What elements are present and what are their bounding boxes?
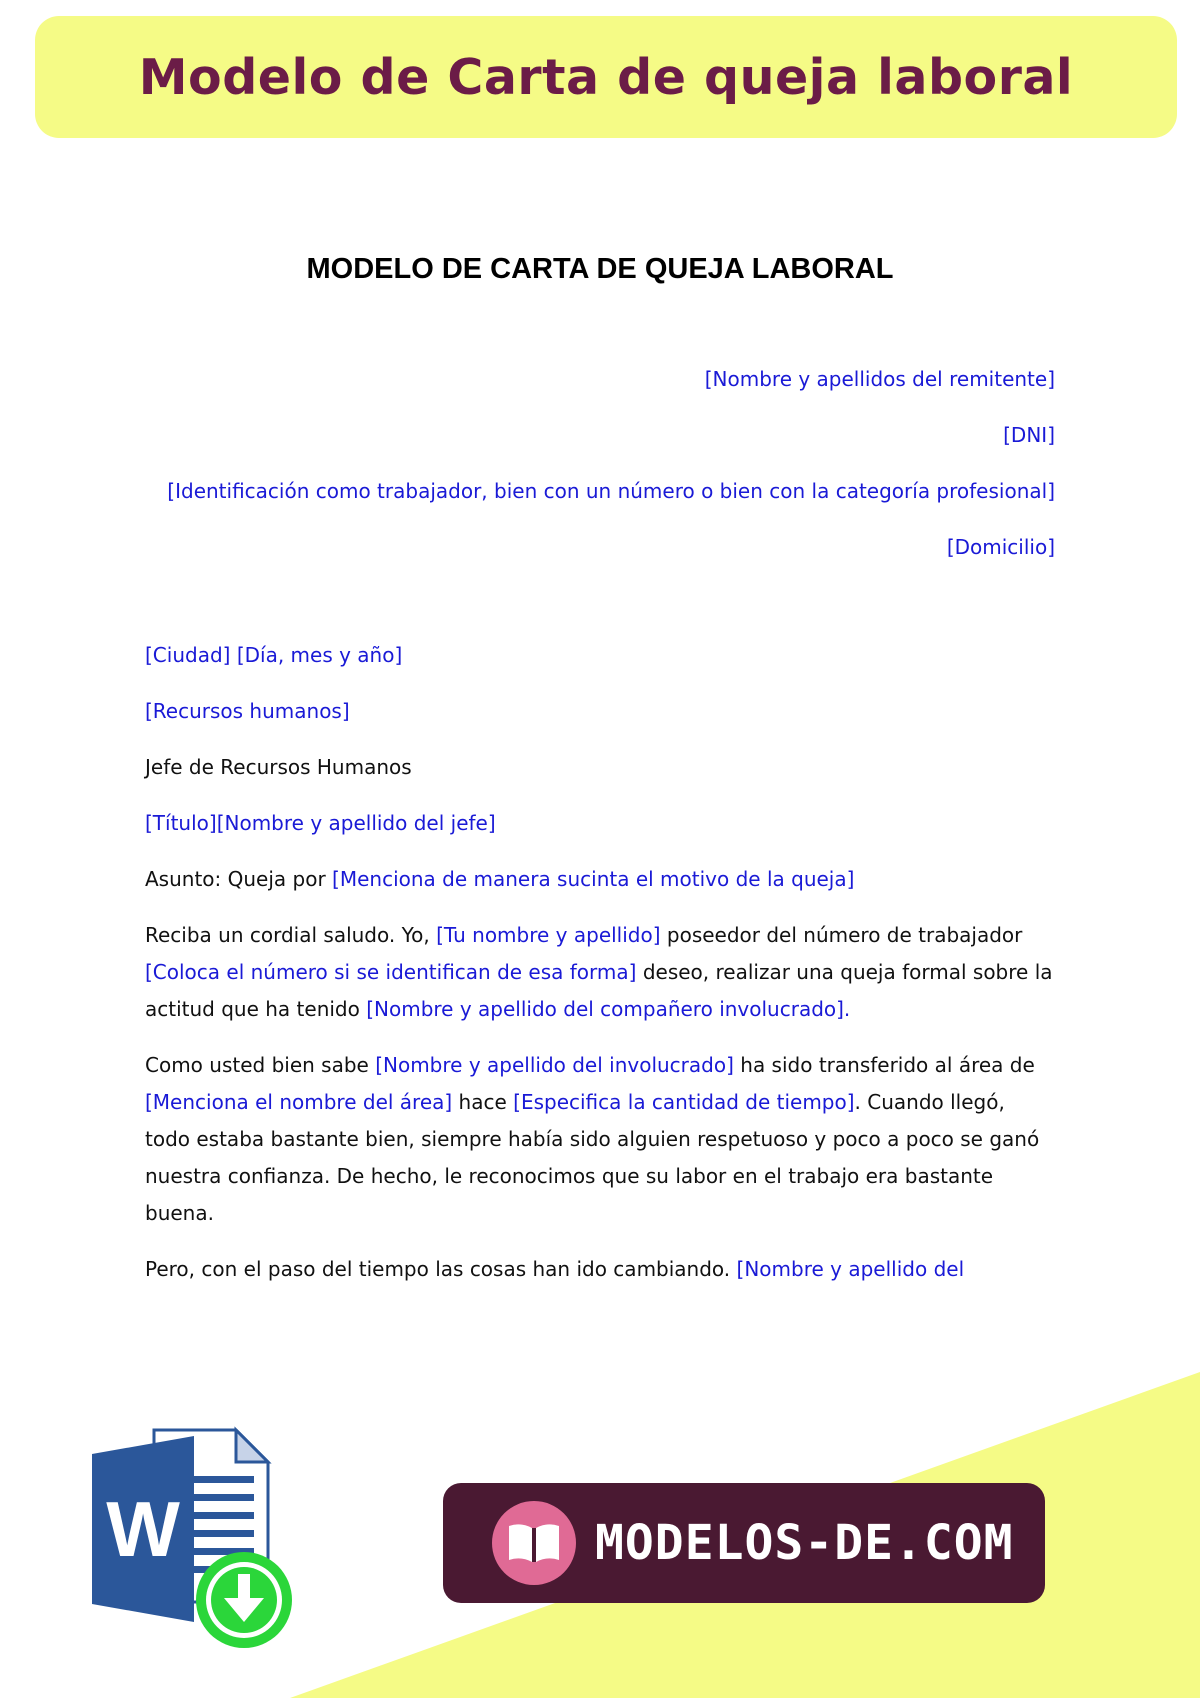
letter-document xyxy=(145,240,1055,1307)
document-title: MODELO DE CARTA DE QUEJA LABORAL xyxy=(306,253,894,285)
recipient-department: [Recursos humanos] xyxy=(145,698,350,723)
header-banner xyxy=(35,16,1177,138)
para2-text-2: ha sido transferido al área de xyxy=(733,1052,1035,1077)
para1-text-1: Reciba un cordial saludo. Yo, xyxy=(145,922,437,947)
sender-worker-id: [Identificación como trabajador, bien con un número o bien con la categoría profesional] xyxy=(167,478,1055,503)
para3-placeholder-1: [Nombre y apellido del xyxy=(736,1256,965,1281)
paragraph-3 xyxy=(145,1251,1055,1288)
open-book-icon xyxy=(491,1500,577,1586)
para1-placeholder-1: [Tu nombre y apellido] xyxy=(436,922,661,947)
letter-body xyxy=(145,637,1055,1288)
subject-prefix: Asunto: Queja por xyxy=(145,866,333,891)
recipient-name: [Título][Nombre y apellido del jefe] xyxy=(145,810,496,835)
para3-text-1: Pero, con el paso del tiempo las cosas han ido cambiando. xyxy=(145,1256,737,1281)
para2-text-1: Como usted bien sabe xyxy=(145,1052,376,1077)
paragraph-2 xyxy=(145,1047,1055,1232)
svg-text:W: W xyxy=(106,1485,180,1573)
recipient-role: Jefe de Recursos Humanos xyxy=(145,754,412,779)
para2-text-3: hace xyxy=(452,1089,514,1114)
date-line xyxy=(145,637,1055,674)
sender-block xyxy=(145,361,1055,566)
para1-placeholder-3: [Nombre y apellido del compañero involucrado]. xyxy=(366,996,851,1021)
para2-placeholder-2: [Menciona el nombre del área] xyxy=(145,1089,453,1114)
sender-dni: [DNI] xyxy=(1003,422,1055,447)
subject-placeholder: [Menciona de manera sucinta el motivo de la queja] xyxy=(332,866,855,891)
brand-name: MODELOS-DE.COM xyxy=(595,1515,1014,1571)
banner-title: Modelo de Carta de queja laboral xyxy=(138,48,1074,106)
para1-placeholder-2: [Coloca el número si se identifican de esa forma] xyxy=(145,959,637,984)
para2-placeholder-3: [Especifica la cantidad de tiempo] xyxy=(513,1089,855,1114)
date-placeholder: [Día, mes y año] xyxy=(236,642,403,667)
city-placeholder: [Ciudad] xyxy=(145,642,231,667)
paragraph-1 xyxy=(145,917,1055,1028)
para2-text-4: . Cuando llegó, todo estaba bastante bien, siempre había sido alguien respetuoso y poco a poco se ganó nuestra confianza. De hecho, le reconocimos que su labor en el trabajo era bastante buena. xyxy=(145,1089,1040,1225)
para2-placeholder-1: [Nombre y apellido del involucrado] xyxy=(375,1052,734,1077)
download-arrow-icon xyxy=(196,1552,292,1648)
word-document-icon[interactable] xyxy=(88,1424,308,1664)
sender-name: [Nombre y apellidos del remitente] xyxy=(704,366,1055,391)
brand-banner[interactable] xyxy=(443,1483,1045,1603)
subject-line xyxy=(145,861,1055,898)
para1-text-3: deseo, realizar una queja formal sobre la actitud que ha tenido xyxy=(145,959,1053,1021)
para1-text-2: poseedor del número de trabajador xyxy=(660,922,1023,947)
sender-address: [Domicilio] xyxy=(946,534,1055,559)
